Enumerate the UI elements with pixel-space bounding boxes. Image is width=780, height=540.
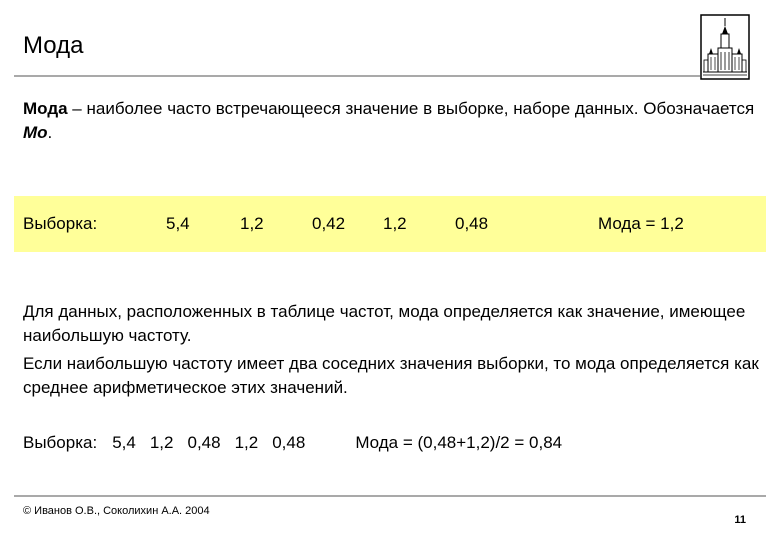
sample2-result: Мода = (0,48+1,2)/2 = 0,84	[355, 433, 563, 452]
page-number: 11	[734, 514, 746, 526]
sample1-label: Выборка:	[23, 214, 98, 233]
definition-end: .	[47, 123, 53, 142]
university-building-logo	[700, 14, 750, 80]
mode-symbol: Mo	[23, 123, 48, 142]
footer-divider	[14, 495, 766, 497]
title-divider	[14, 75, 700, 77]
university-building-icon	[700, 14, 750, 80]
sample2-value: 0,48	[187, 433, 221, 452]
definition-paragraph	[23, 97, 763, 145]
definition-term: Мода	[23, 99, 68, 118]
two-values-paragraph: Если наибольшую частоту имеет два соседних значения выборки, то мода определяется как среднее арифметическое этих значений.	[23, 354, 759, 397]
sample1-value: 5,4	[166, 214, 190, 233]
sample1-value: 0,48	[455, 214, 489, 233]
sample2-value: 0,48	[272, 433, 306, 452]
sample2-line	[23, 433, 562, 453]
frequency-paragraph: Для данных, расположенных в таблице частот, мода определяется как значение, имеющее наибольшую частоту.	[23, 302, 746, 345]
sample2-value: 5,4	[112, 433, 136, 452]
sample1-value: 1,2	[383, 214, 407, 233]
sample1-value: 0,42	[312, 214, 346, 233]
sample1-result: Мода = 1,2	[598, 214, 684, 233]
copyright-text: © Иванов О.В., Соколихин А.А. 2004	[23, 505, 210, 517]
sample2-value: 1,2	[234, 433, 259, 452]
sample2-label: Выборка:	[23, 433, 98, 452]
definition-text: – наиболее часто встречающееся значение в выборке, наборе данных. Обозначается	[67, 99, 755, 118]
sample1-value: 1,2	[240, 214, 264, 233]
sample2-value: 1,2	[149, 433, 174, 452]
page-title: Мода	[23, 32, 84, 59]
